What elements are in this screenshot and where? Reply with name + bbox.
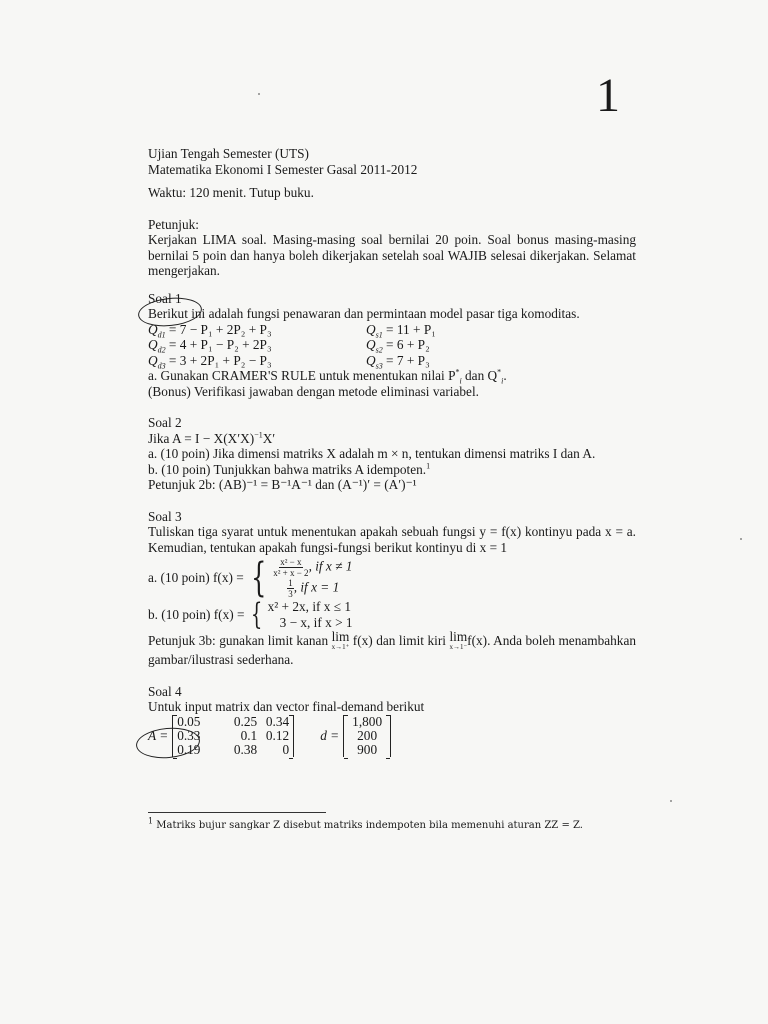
scan-speck — [740, 538, 742, 540]
equation-row: $Q_{d3} = 3 + 2P_1 + P_2 - P_3$ $Q_{s3} = 7 + P_3$ — [148, 352, 430, 371]
soal1-task-a: a. Gunakan CRAMER'S RULE untuk menentukan nilai $P^*_i$ dan $Q^*_i$. — [148, 367, 507, 386]
soal3-title: Soal 3 — [148, 508, 182, 524]
footnote-rule — [148, 812, 326, 813]
soal4-title: Soal 4 — [148, 683, 182, 699]
equation-row: $Q_{d2} = 4 + P_1 - P_2 + 2P_3$ $Q_{s2} = 6 + P_2$ — [148, 337, 430, 355]
exam-content — [148, 146, 636, 757]
soal1-equations — [148, 322, 636, 369]
exam-time: Waktu: 120 menit. Tutup buku. — [148, 185, 314, 200]
soal3-function-a: a. (10 poin) f(x) = { $\frac{\text{x² − x}}{\text{x² + x − 2}}$ , if x ≠ 1 $\frac{1}{3}$ , if x = 1 — [148, 555, 353, 601]
soal3-function-b: b. (10 poin) f(x) = { x² + 2x, if x ≤ 1 3 − x, if x > 1 — [148, 596, 353, 632]
instructions-text: Kerjakan LIMA soal. Masing-masing soal bernilai 20 poin. Soal bonus masing-masing bernilai 5 poin dan hanya boleh dikerjakan setelah soal WAJIB selesai dikerjakan. Selamat mengerjakan. — [148, 232, 636, 278]
equation-row: $Q_{d1} = 7 - P_1 + 2P_2 + P_3$ $Q_{s1} = 11 + P_1$ — [148, 321, 436, 340]
soal2-definition: Jika $A = I - X(X'X)^{-1}X'$ — [148, 430, 276, 446]
matrix-a: 0.05 0.25 0.34 0.33 0.1 0.12 0.19 0.38 0 — [172, 715, 294, 757]
soal4-intro: Untuk input matrix dan vector final-demand berikut — [148, 699, 425, 714]
soal1-bonus: (Bonus) Verifikasi jawaban dengan metode eliminasi variabel. — [148, 383, 479, 399]
page-number: 1 — [596, 69, 620, 122]
soal3-hint: Petunjuk 3b: gunakan limit kanan lim x→1⁺ f(x) dan limit kiri lim x→1⁻ f(x). Anda boleh menambahkan gambar/ilustrasi sederhana. — [148, 629, 637, 667]
footnote: $^1$ Matriks bujur sangkar Z disebut matriks indempoten bila memenuhi aturan ZZ = Z. — [148, 816, 583, 831]
soal2-title: Soal 2 — [148, 415, 182, 430]
soal3-intro: Tuliskan tiga syarat untuk menentukan apakah sebuah fungsi y = f(x) kontinyu pada x = a. Kemudian, tentukan apakah fungsi-fungsi berikut kontinyu di x = 1 — [148, 524, 636, 555]
soal2-part-a: a. (10 poin) Jika dimensi matriks X adalah m × n, tentukan dimensi matriks I dan A. — [148, 446, 596, 461]
exam-title: Ujian Tengah Semester (UTS) — [148, 146, 309, 161]
instructions-label: Petunjuk: — [148, 216, 199, 232]
soal1-title: Soal 1 — [148, 290, 182, 306]
soal4-matrices: A = 0.05 0.25 0.34 0.33 0.1 0.12 0.19 0.38 0 d = 1,800 200 900 — [148, 715, 636, 757]
vector-d: 1,800 200 900 — [343, 715, 391, 757]
soal2-hint: Petunjuk 2b: (AB)⁻¹ = B⁻¹A⁻¹ dan (A⁻¹)′ = (A′)⁻¹ — [148, 477, 417, 492]
exam-subtitle: Matematika Ekonomi I Semester Gasal 2011-2012 — [148, 161, 418, 177]
scan-speck — [258, 93, 260, 95]
soal2-part-b: b. (10 poin) Tunjukkan bahwa matriks A idempoten.$^1$ — [148, 461, 431, 477]
scan-speck — [670, 800, 672, 802]
soal1-intro: Berikut ini adalah fungsi penawaran dan permintaan model pasar tiga komoditas. — [148, 306, 580, 321]
